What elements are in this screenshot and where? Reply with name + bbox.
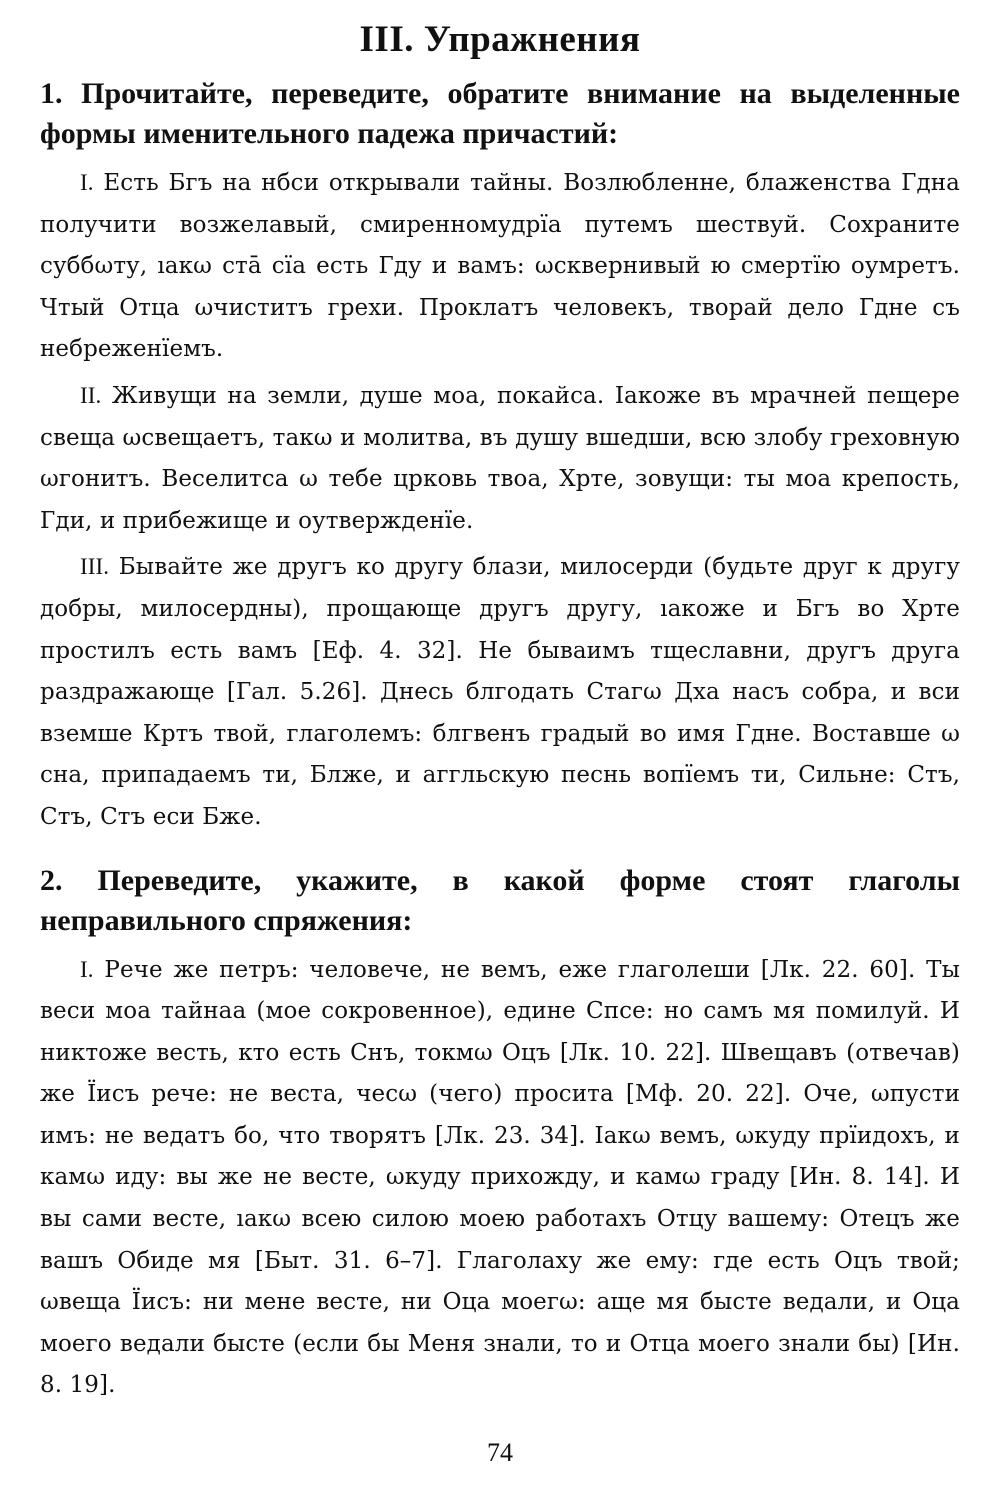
paragraph-roman-numeral: I.	[80, 956, 94, 982]
exercise-1-paragraph-1	[40, 162, 960, 371]
paragraph-roman-numeral: II.	[80, 382, 102, 408]
exercise-1-paragraph-3	[40, 546, 960, 838]
exercise-2-paragraph-1	[40, 949, 960, 1408]
document-page	[40, 18, 960, 1488]
paragraph-roman-numeral: III.	[80, 554, 110, 580]
page-number: 74	[487, 1438, 513, 1467]
paragraph-text: Есть Бгъ на нбси открывали тайны. Возлюбленне, блаженства Гдна получити возжелавый, смиренномудрїа путемъ шествуй. Сохраните суббωту, ıакω стā сїа есть Гду и вамъ: ωсквернивый ю смертїю оумретъ. Чтый Отца ωчиститъ грехи. Проклатъ человекъ, творай дело Гдне съ небреженїемъ.	[40, 170, 960, 363]
exercise-2-heading: 2. Переведите, укажите, в какой форме стоят глаголы неправильного спряжения:	[40, 863, 960, 937]
paragraph-text: Живущи на земли, душе моа, покайса. Iакоже въ мрачней пещере свеща ωсвещаетъ, такω и молитва, въ душу вшедши, всю злобу греховную ωгонитъ. Веселитса ω тебе црковь твоа, Хрте, зовущи: ты моа крепость, Гди, и прибежище и оутвержденїе.	[40, 382, 960, 534]
paragraph-roman-numeral: I.	[80, 170, 94, 195]
paragraph-text: Рече же петръ: человече, не вемъ, еже глаголеши [Лк. 22. 60]. Ты веси моа тайнаа (мое сокровенное), едине Спсе: но самъ мя помилуй. И никтоже весть, кто есть Снъ, токмω Оцъ [Лк. 10. 22]. Швещавъ (отвечав) же Їисъ рече: не веста, чесω (чего) просита [Мф. 20. 22]. Оче, ωпусти имъ: не ведатъ бо, что творятъ [Лк. 23. 34]. Iакω вемъ, ωкуду прїидохъ, и камω иду: вы же не весте, ωкуду прихожду, и камω граду [Ин. 8. 14]. И вы сами весте, ıакω всею силою моею работахъ Отцу вашему: Отецъ же вашъ Обиде мя [Быт. 31. 6–7]. Глаголаху же ему: где есть Оцъ твой; ωвеща Їисъ: ни мене весте, ни Оца моегω: аще мя бысте ведали, и Оца моего ведали бысте (если бы Меня знали, то и Отца моего знали бы) [Ин. 8. 19].	[40, 956, 960, 1399]
section-title: III. Упражнения	[359, 19, 641, 60]
exercise-1	[40, 74, 960, 839]
exercise-1-paragraph-2	[40, 375, 960, 542]
exercise-1-heading: 1. Прочитайте, переведите, обратите внимание на выделенные формы именительного падежа причастий:	[40, 77, 960, 150]
exercise-2	[40, 861, 960, 1408]
paragraph-text: Бывайте же другъ ко другу блази, милосерди (будьте друг к другу добры, милосердны), прощающе другъ другу, ıакоже и Бгъ во Хрте простилъ есть вамъ [Еф. 4. 32]. Не бываимъ тщеславни, другъ друга раздражающе [Гал. 5.26]. Днесь блгодать Стагω Дха насъ собра, и вси вземше Кртъ твой, глаголемъ: блгвенъ градый во имя Гдне. Воставше ω сна, припадаемъ ти, Блже, и аггльскую песнь вопїемъ ти, Сильне: Стъ, Стъ, Стъ еси Бже.	[40, 554, 960, 830]
